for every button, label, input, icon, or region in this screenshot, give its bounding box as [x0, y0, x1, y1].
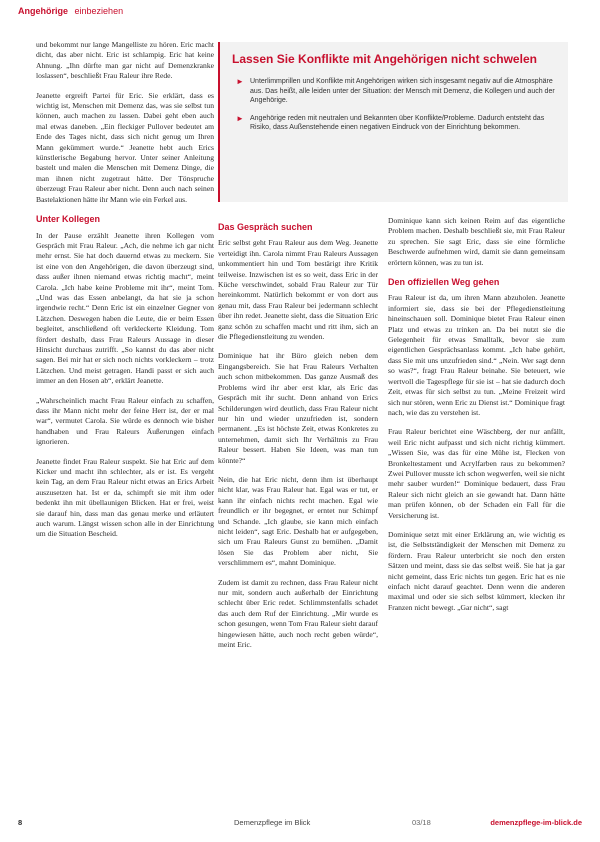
- subheading-kollegen: Unter Kollegen: [36, 214, 101, 225]
- info-box-bullet-text: Angehörige reden mit neutralen und Bekannten über Konflikte/Probleme. Dadurch entsteht das Risiko, dass Außenstehende einen negativen Eindruck von der Einrichtung bekommen.: [250, 114, 545, 131]
- paragraph: Frau Raleur ist da, um ihren Mann abzuholen. Jeanette informiert sie, dass sie bei der Pflegedienstleitung hineinschauen soll. Dominique bietet Frau Raleur einen Platz und etwas zu trinken an. Da bei nutzt sie die Gelegenheit für etwas Smalltalk, bevor sie zum eigentlichen Gesprächsanlass kommt. „Ich habe gehört, dass Sie mit uns unzufrieden sind.“ „Nein. Wer sagt denn so was?“, fragt Frau Raleur beinahe. Sie beteuert, wie wertvoll die Tagespflege für sie ist – hat sie dadurch doch Zeit, etwas für sich selbst zu tun. „Meine Freizeit wird sich nur stören, wenn Eric zu Dienst ist.“ Dominique fragt nach, wie das zu verstehen ist.: [388, 293, 565, 417]
- paragraph: In der Pause erzählt Jeanette ihren Kollegen vom Gespräch mit Frau Raleur. „Ach, die nehme ich gar nicht mehr ernst. Sie hat doch dauernd etwas zu meckern. Sie ist eine von den Angehörigen, die davon überzeugt sind, dass außer ihnen niemand etwas richtig macht“, meint Carola. „Ich habe keine Probleme mit ihr“, meint Tom. „Und was das Essen anbelangt, da hat sie ja schon irgendwie recht.“ Denn Eric ist ein einzelner Gegner von Lätzchen. Deswegen haben die Leute, die er beim Essen begleitet, anschließend oft verkleckerte Kleidung. Tom fördert deshalb, dass Frau Raleurs Aussage in dieser Hinsicht durchaus zutrifft. „So kannst du das aber nicht sagen. Bei mir hat er sich noch nichts vorkleckern – trotz Lätzchen. Und meist getragen. Handi passt er sich auch immer an den Hosen ab“, erklärt Jeanette.: [36, 230, 214, 386]
- info-box-bullet-text: Unterlimmprillen und Konflikte mit Angehörigen wirken sich insgesamt negativ auf die Atmosphäre aus. Das heißt, alle leiden unter der Situation: der Mensch mit Demenz, die Kollegen und auch der Angehörige.: [250, 78, 555, 104]
- paragraph: Eric selbst geht Frau Raleur aus dem Weg. Jeanette verteidigt ihn. Carola nimmt Frau Raleurs Aussagen unkommentiert hin und Tom bestärigt ihre Kritik teilweise. Inzwischen ist es so weit, dass Eric in der Küche verschwindet, sobald Frau Raleur zur Tür hereinkommt. Natürlich bekommt er von dort aus genau mit, dass Frau Raleur bei jedermann schlecht über ihn redet. Jeanette sieht, dass die Situation Eric ganz schön zu schaffen macht und ritt ihm, sich an die Pflegedienstleitung zu wenden.: [218, 238, 378, 342]
- column-right: [388, 216, 565, 622]
- header-section: einbeziehen: [74, 6, 124, 16]
- paragraph: Dominique setzt mit einer Erklärung an, wie wichtig es ist, die Selbstständigkeit der Menschen mit Demenz zu fördern. Frau Raleur unterbricht sie noch den ersten Sätzen und meint, dass sie das selbst weiß. Sie hat ja gar nicht gemeint, dass Eric nichts tun gegen. Eric hat es nie einfach nicht darauf geachtet. Denn wenn die anderen maximal und oder sie sich selbst kümmert, klecken ihr Franzen nicht bewegt. „Gar nicht“, sagt: [388, 529, 565, 612]
- subheading-offizieller-weg: Den offiziellen Weg gehen: [388, 277, 500, 288]
- arrow-right-icon: ►: [236, 77, 244, 86]
- header-tag: [18, 6, 123, 16]
- info-box-bullet: [232, 77, 558, 106]
- header-brand: Angehörige: [18, 6, 69, 16]
- paragraph: Jeanette ergreift Partei für Eric. Sie erklärt, dass es wichtig ist, Menschen mit Demenz das, was sie selbst tun können, auch machen zu lassen. Dabei geht eben auch mal etwas daneben. „Ein fleckiger Pullover bedeutet am Ende des Tages nicht, dass sich nicht genug um Ihren Mann gekümmert wurde.“ Jeanette hebt auch Erics künstlerische Begabung hervor. Unter seiner Anleitung bastelt und malen die Menschen mit Demenz Dinge, die man ihnen nicht zugetraut hätte. Der Tönspruche überzeugt Frau Raleur aber nicht. Denn auch nach seinen Bastelaktionen hätte ihr Mann wie ein Ferkel aus.: [36, 90, 214, 204]
- page-number: 8: [18, 818, 23, 827]
- info-box-bullet: [232, 114, 558, 133]
- paragraph: Dominique hat ihr Büro gleich neben dem Eingangsbereich. Sie hat Frau Raleurs Verhalten auch schon mitbekommen. Das ganze Ausmaß des Problems wird ihr aber erst klar, als Eric das Gespräch mit ihr sucht. Denn anhand von Erics Schilderungen wird deutlich, dass Frau Raleur nicht nur hin und wieder unzufrieden ist, sondern permanent. „Es ist höchste Zeit, etwas Konkretes zu unternehmen, damit sich Ihr Verhältnis zu Frau Raleur bessert. Haben Sie Ideen, was man tun könnte?“: [218, 351, 378, 465]
- column-middle: [218, 216, 378, 659]
- column-left: [36, 40, 214, 549]
- paragraph: Frau Raleur berichtet eine Wäschberg, der nur anfällt, weil Eric nicht aufpasst und sich nicht richtig kümmert. „Wissen Sie, was das für eine Mühe ist, Flecken von Bronkeltestament und Acrylfarben raus zu bekommen? Zwei Pullover musste ich schon wegwerfen, weil sie nicht mehr sauber wurden!“ Dominique bedauert, dass Frau Raleur sich nicht gleich an sie gewandt hat. Dann hätte man prüfen können, ob der Schaden ein Fall für die Versicherung ist.: [388, 427, 565, 520]
- paragraph: Jeanette findet Frau Raleur suspekt. Sie hat Eric auf dem Kicker und macht ihn schlechter, als er ist. Es vergeht kein Tag, an dem Frau Raleur nicht etwas an Erics Arbeit auszusetzen hat. Ist er da, schimpft sie mit ihm oder bedenkt ihn mit übellaunigen Blicken. Hat er frei, weist sie darauf hin, dass man das genau merke und erläutert auch warum. Längst wissen schon alle in der Einrichtung um die Situation Bescheid.: [36, 456, 214, 539]
- paragraph: Nein, die hat Eric nicht, denn ihm ist überhaupt nicht klar, was Frau Raleur hat. Egal was er tut, er kann ihr einfach nichts recht machen. Egal wie freundlich er ihr begegnet, er erntet nur Schimpf und Schande. „Ich glaube, sie kann mich einfach nicht leiden“, sagt Eric. Deshalb hat er aufgegeben, sich um Frau Raleurs Gunst zu bemühen. „Damit lösen Sie das Problem aber nicht, Sie verschlimmern es“, mahnt Dominique.: [218, 474, 378, 568]
- info-box-title: Lassen Sie Konflikte mit Angehörigen nicht schwelen: [232, 52, 537, 66]
- arrow-right-icon: ►: [236, 113, 244, 123]
- info-box: [218, 42, 568, 202]
- paragraph: und bekommt nur lange Mangelliste zu hören. Eric macht dicht, das aber nicht. Eric ist schlampig. Eric hat keine Ahnung. „Ihn dürfte man gar nicht auf Demenzkranke loslassen“, beschließt Frau Raleur ihre Rede.: [36, 40, 214, 81]
- paragraph: Dominique kann sich keinen Reim auf das eigentliche Problem machen. Deshalb beschließt sie, mit Frau Raleur zu sprechen. Sie sagt Eric, dass sie eine förmliche Beschwerde aufnehmen wird, damit sie dann gemeinsam erörtern können, was zu tun ist.: [388, 216, 565, 267]
- paragraph: Zudem ist damit zu rechnen, dass Frau Raleur nicht nur mit, sondern auch außerhalb der Einrichtung schlecht über Eric redet. Schlimmstenfalls schadet das auch dem Ruf der Einrichtung. „Mir wurde es schon gesungen, wenn Tom Frau Raleur sieht darauf hingewiesen hätte, auch noch recht geben würde“, meint Eric.: [218, 577, 378, 650]
- website-url: demenzpflege-im-blick.de: [490, 818, 582, 827]
- subheading-gespraech: Das Gespräch suchen: [218, 222, 313, 232]
- issue-number: 03/18: [412, 818, 431, 827]
- journal-name: Demenzpflege im Blick: [234, 818, 311, 827]
- paragraph: „Wahrscheinlich macht Frau Raleur einfach zu schaffen, dass ihr Mann nicht mehr der feine Herr ist, der er mal war“, vermutet Carola. Sie würde es dennoch wie bisher handhaben und Frau Raleurs Äußerungen einfach ignorieren.: [36, 395, 214, 447]
